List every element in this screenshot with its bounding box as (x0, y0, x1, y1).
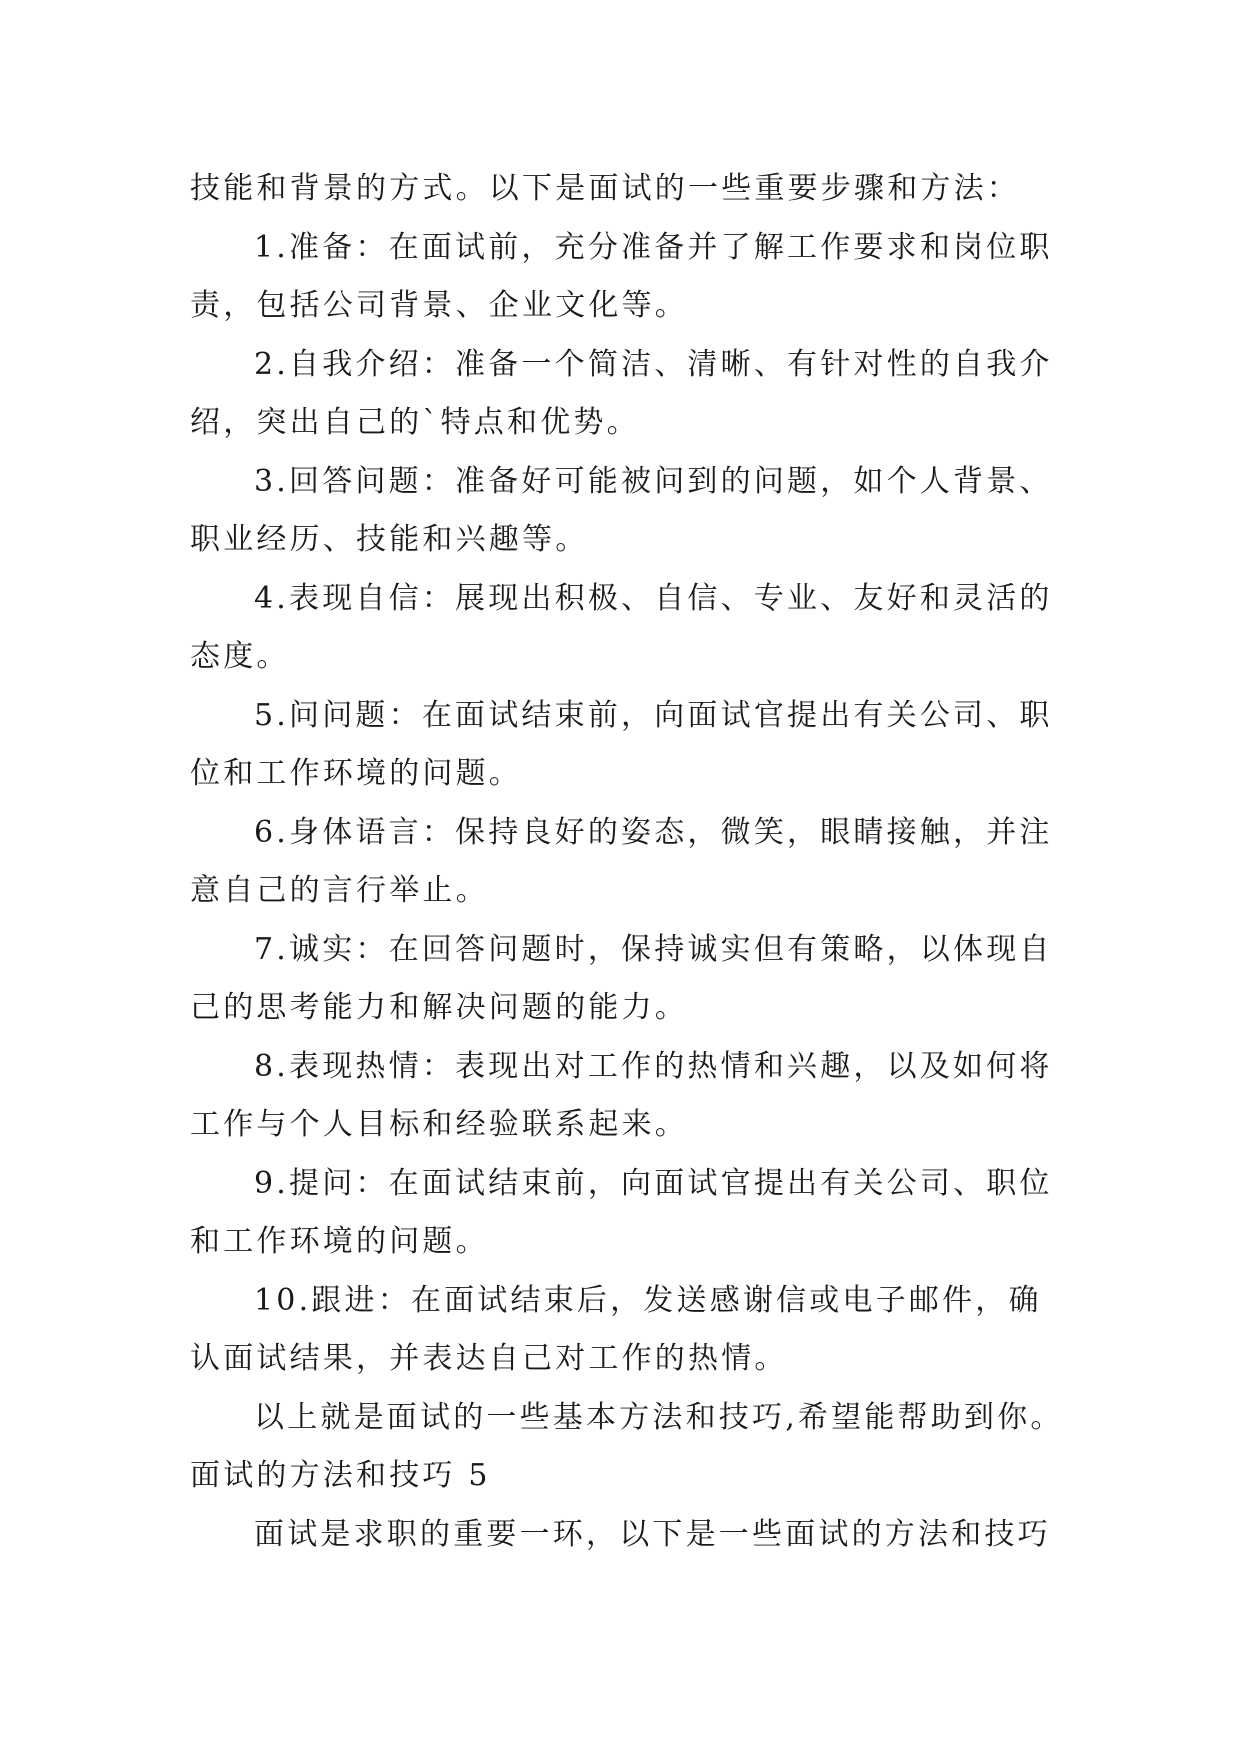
text-line: 9.提问：在面试结束前，向面试官提出有关公司、职位 (254, 1165, 1053, 1201)
text-line: 己的思考能力和解决问题的能力。 (190, 990, 688, 1025)
text-line: 和工作环境的问题。 (190, 1224, 489, 1259)
text-line: 5.问问题：在面试结束前，向面试官提出有关公司、职 (254, 697, 1053, 733)
text-line: 6.身体语言：保持良好的姿态，微笑，眼睛接触，并注 (254, 814, 1053, 850)
text-line: 1.准备：在面试前，充分准备并了解工作要求和岗位职 (254, 229, 1053, 265)
text-line: 2.自我介绍：准备一个简洁、清晰、有针对性的自我介 (254, 346, 1053, 382)
text-line: 责，包括公司背景、企业文化等。 (190, 288, 688, 323)
text-line: 10.跟进：在面试结束后，发送感谢信或电子邮件，确 (254, 1282, 1042, 1318)
text-line: 面试是求职的重要一环，以下是一些面试的方法和技巧 (254, 1516, 1051, 1552)
section-heading: 面试的方法和技巧 5 (190, 1458, 491, 1493)
text-line: 意自己的言行举止。 (190, 873, 489, 908)
text-line: 绍，突出自己的`特点和优势。 (190, 405, 640, 440)
text-line: 职业经历、技能和兴趣等。 (190, 522, 589, 557)
text-line: 认面试结果，并表达自己对工作的热情。 (190, 1341, 788, 1376)
text-line: 工作与个人目标和经验联系起来。 (190, 1107, 688, 1142)
text-line: 技能和背景的方式。以下是面试的一些重要步骤和方法： (190, 171, 1020, 206)
text-line: 位和工作环境的问题。 (190, 756, 522, 791)
text-line: 以上就是面试的一些基本方法和技巧,希望能帮助到你。 (254, 1399, 1064, 1435)
text-line: 8.表现热情：表现出对工作的热情和兴趣，以及如何将 (254, 1048, 1053, 1084)
document-body (190, 160, 1064, 1564)
text-line: 4.表现自信：展现出积极、自信、专业、友好和灵活的 (254, 580, 1053, 616)
text-line: 3.回答问题：准备好可能被问到的问题，如个人背景、 (254, 463, 1053, 499)
text-line: 7.诚实：在回答问题时，保持诚实但有策略，以体现自 (254, 931, 1053, 967)
text-line: 态度。 (190, 639, 290, 674)
